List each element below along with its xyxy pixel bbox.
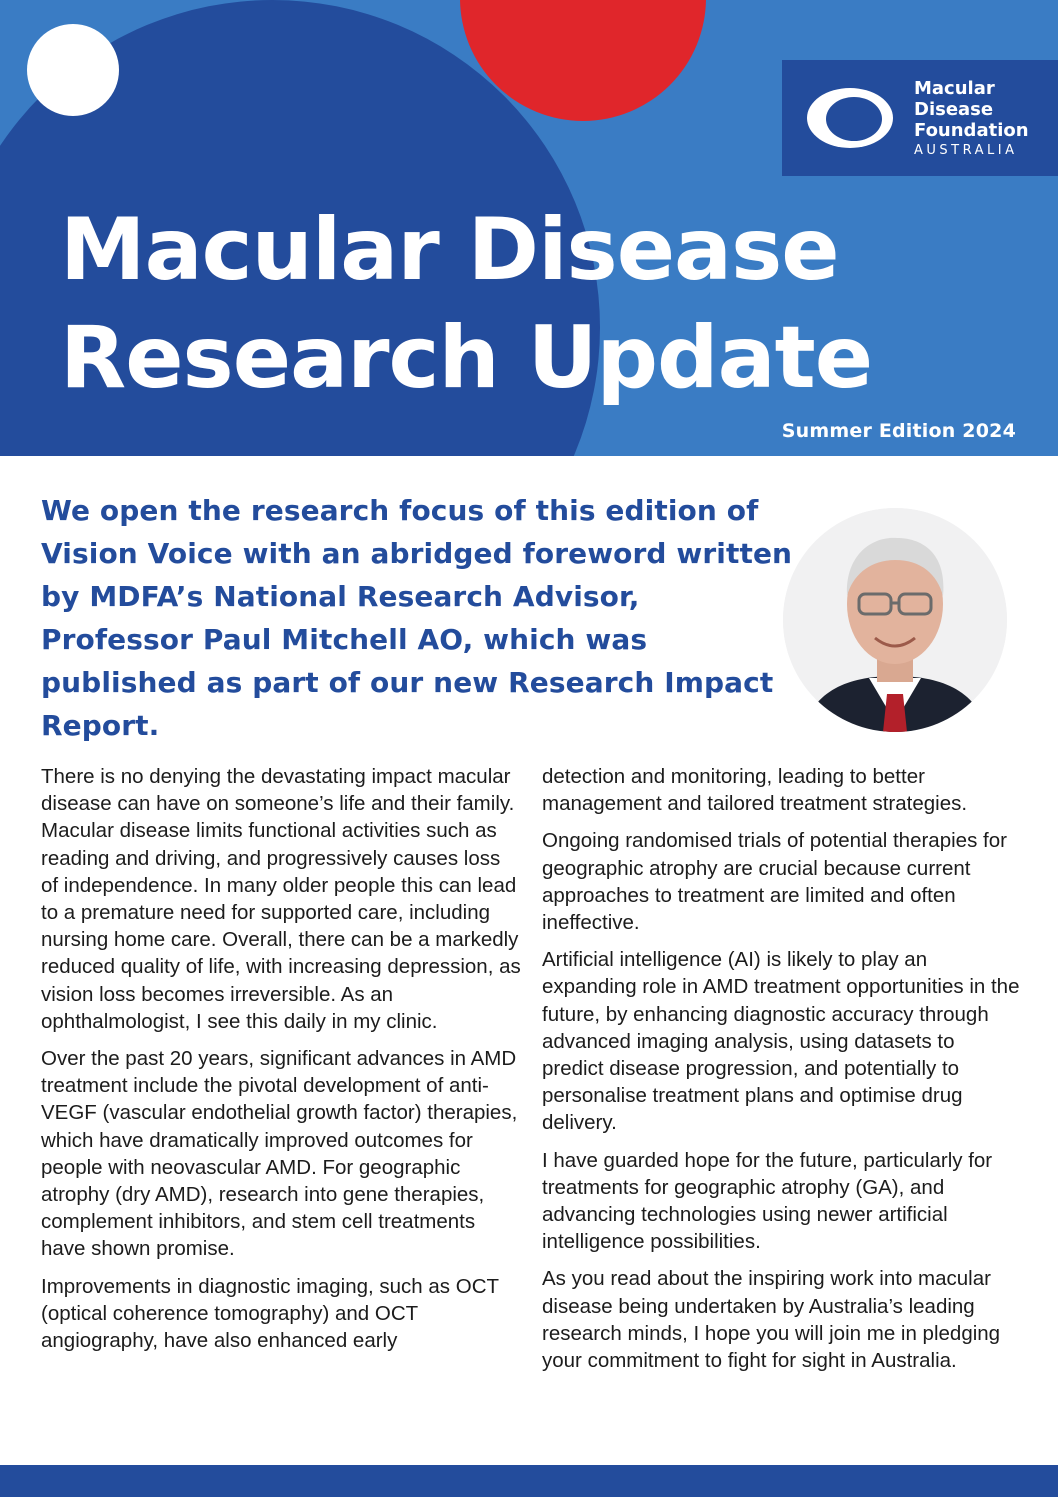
decorative-white-dot xyxy=(27,24,119,116)
logo-line-macular: Macular xyxy=(914,78,995,99)
logo-line-disease: Disease xyxy=(914,99,994,120)
page-title xyxy=(60,196,872,412)
body-column-right xyxy=(542,763,1020,1384)
title-line-1: Macular Disease xyxy=(60,200,839,300)
intro-paragraph: We open the research focus of this edition of Vision Voice with an abridged foreword written by MDFA’s National Research Advisor, Professor Paul Mitchell AO, which was published as part of our new Research Impact Report. xyxy=(41,494,793,742)
header-banner xyxy=(0,0,1058,456)
logo-line-australia: AUSTRALIA xyxy=(914,143,1018,158)
body-paragraph: I have guarded hope for the future, particularly for treatments for geographic atrophy (GA), and advancing technologies using newer artificial intelligence possibilities. xyxy=(542,1148,993,1254)
body-paragraph: Ongoing randomised trials of potential therapies for geographic atrophy are crucial because current approaches to treatment are limited and often ineffective. xyxy=(542,829,1007,935)
logo-text xyxy=(914,78,1029,161)
body-paragraph: Over the past 20 years, significant advances in AMD treatment include the pivotal development of anti-VEGF (vascular endothelial growth factor) therapies, which have dramatically improved outcomes for people with neovascular AMD. For geographic atrophy (dry AMD), research into gene therapies, complement inhibitors, and stem cell treatments have shown promise. xyxy=(41,1047,518,1261)
body-column-left xyxy=(41,763,521,1364)
mdfa-logo xyxy=(782,60,1058,176)
title-line-2: Research Update xyxy=(60,308,873,408)
portrait-illustration xyxy=(783,508,1007,732)
edition-label: Summer Edition 2024 xyxy=(781,420,1016,442)
body-paragraph: There is no denying the devastating impact macular disease can have on someone’s life and their family. Macular disease limits functional activities such as reading and driving, and progressively causes loss of independence. In many older people this can lead to a premature need for supported care, including nursing home care. Overall, there can be a markedly reduced quality of life, with increasing depression, as vision loss becomes irreversible. As an ophthalmologist, I see this daily in my clinic. xyxy=(41,765,521,1033)
author-portrait xyxy=(783,508,1007,732)
footer-bar xyxy=(0,1465,1058,1497)
eye-ring-icon xyxy=(804,85,896,151)
logo-line-foundation: Foundation xyxy=(914,120,1029,141)
body-paragraph: Improvements in diagnostic imaging, such as OCT (optical coherence tomography) and OCT angiography, have also enhanced early xyxy=(41,1274,499,1353)
body-paragraph: As you read about the inspiring work into macular disease being undertaken by Australia’s leading research minds, I hope you will join me in pledging your commitment to fight for sight in Australia. xyxy=(542,1267,1001,1373)
body-paragraph: detection and monitoring, leading to better management and tailored treatment strategies. xyxy=(542,765,968,816)
body-paragraph: Artificial intelligence (AI) is likely to play an expanding role in AMD treatment opportunities in the future, by enhancing diagnostic accuracy through advanced imaging analysis, using datasets to predict disease progression, and potentially to personalise treatment plans and optimise drug delivery. xyxy=(542,948,1020,1135)
